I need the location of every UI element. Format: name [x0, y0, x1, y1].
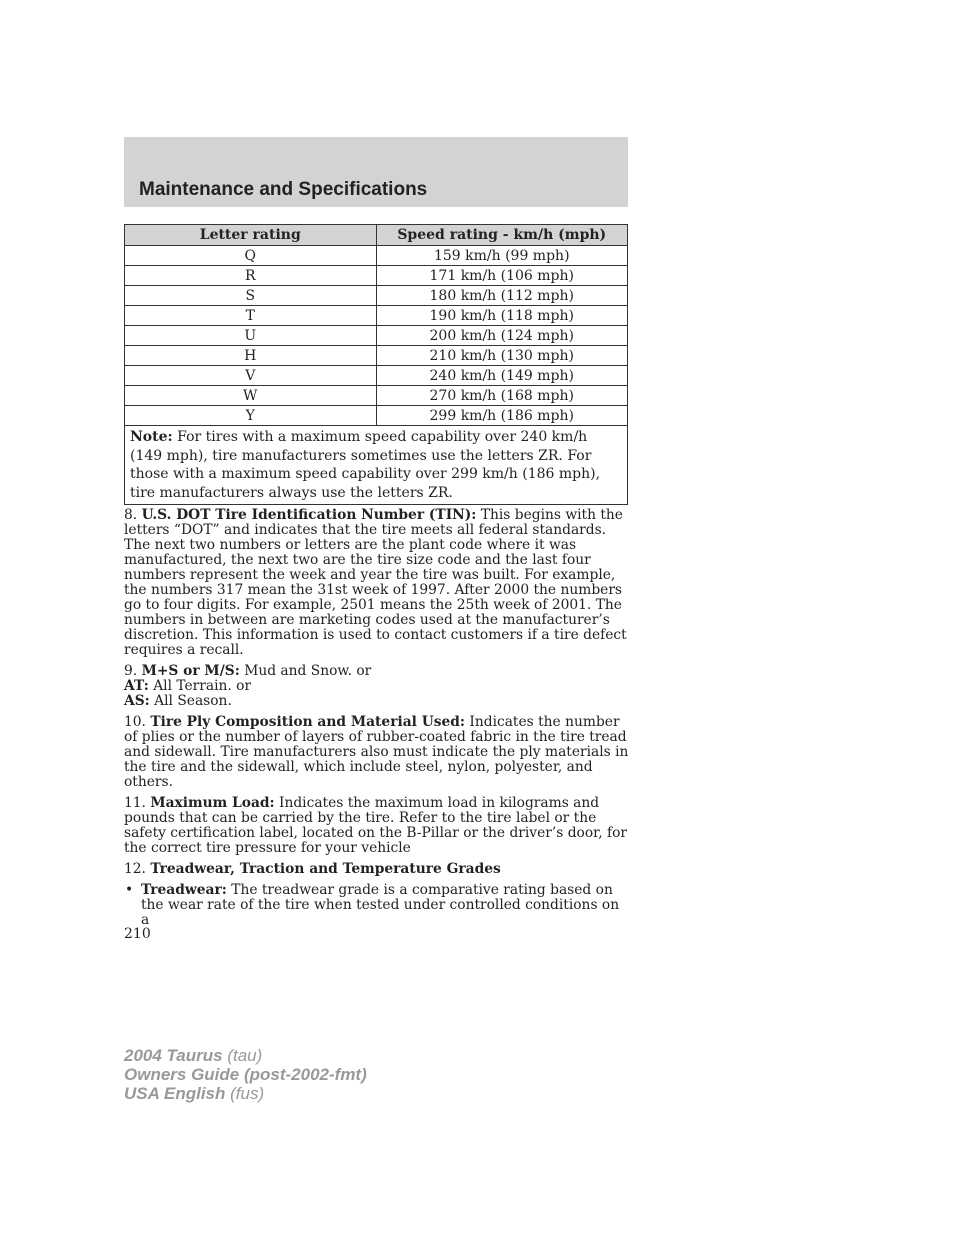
all-terrain-text: All Terrain. or — [148, 678, 252, 694]
bullet-label: Treadwear: — [141, 882, 227, 898]
section-title: Maintenance and Specifications — [139, 179, 428, 200]
footer-model: 2004 Taurus — [124, 1046, 223, 1065]
speed-cell: 171 km/h (106 mph) — [376, 266, 628, 286]
item-number: 11. — [124, 795, 151, 811]
speed-cell: 200 km/h (124 mph) — [376, 326, 628, 346]
table-note-row — [125, 426, 628, 505]
item-tin — [124, 508, 630, 658]
item-grades — [124, 862, 630, 877]
column-header-letter: Letter rating — [125, 225, 377, 246]
table-row — [125, 286, 628, 306]
speed-cell: 270 km/h (168 mph) — [376, 386, 628, 406]
table-note — [125, 426, 628, 505]
item-mud-snow — [124, 664, 630, 709]
footer-line-1 — [124, 1046, 367, 1065]
footer-language: USA English — [124, 1084, 226, 1103]
all-terrain-label: AT: — [124, 678, 149, 694]
item-number: 12. — [124, 861, 151, 877]
page-number: 210 — [124, 926, 151, 942]
item-label: Tire Ply Composition and Material Used: — [150, 714, 466, 730]
table-row — [125, 386, 628, 406]
item-label: U.S. DOT Tire Identification Number (TIN): — [141, 507, 477, 523]
section-header — [124, 137, 628, 207]
footer-line-2 — [124, 1065, 367, 1084]
item-number: 8. — [124, 507, 142, 523]
speed-cell: 299 km/h (186 mph) — [376, 406, 628, 426]
body-text — [124, 508, 630, 934]
table-row — [125, 266, 628, 286]
item-text: Mud and Snow. or — [239, 663, 372, 679]
speed-cell: 159 km/h (99 mph) — [376, 246, 628, 266]
footer-language-code: (fus) — [225, 1084, 265, 1103]
item-ply — [124, 715, 630, 790]
item-label: M+S or M/S: — [141, 663, 240, 679]
footer-guide: Owners Guide (post-2002-fmt) — [124, 1065, 367, 1084]
letter-cell: V — [125, 366, 377, 386]
all-season-label: AS: — [124, 693, 150, 709]
letter-cell: R — [125, 266, 377, 286]
item-number: 10. — [124, 714, 151, 730]
footer-model-code: (tau) — [222, 1046, 263, 1065]
item-text: Indicates the number of plies or the number of layers of rubber-coated fabric in the tire tread and sidewall. Tire manufacturers also must indicate the ply materials in the tire and the sidewall, which include steel, nylon, polyester, and others. — [124, 714, 629, 790]
footer — [124, 1046, 367, 1103]
item-label: Maximum Load: — [150, 795, 275, 811]
letter-cell: W — [125, 386, 377, 406]
table-row — [125, 406, 628, 426]
speed-cell: 180 km/h (112 mph) — [376, 286, 628, 306]
bullet-treadwear — [124, 883, 630, 928]
all-season-text: All Season. — [149, 693, 232, 709]
table-header-row — [125, 225, 628, 246]
table-row — [125, 346, 628, 366]
table-row — [125, 366, 628, 386]
table-row — [125, 326, 628, 346]
speed-cell: 240 km/h (149 mph) — [376, 366, 628, 386]
footer-line-3 — [124, 1084, 367, 1103]
speed-rating-table — [124, 224, 628, 505]
bullet-text: The treadwear grade is a comparative rating based on the wear rate of the tire when tested under controlled conditions on a — [141, 882, 620, 928]
item-label: Treadwear, Traction and Temperature Grades — [150, 861, 501, 877]
column-header-speed: Speed rating - km/h (mph) — [376, 225, 628, 246]
item-number: 9. — [124, 663, 142, 679]
note-text: For tires with a maximum speed capability over 240 km/h (149 mph), tire manufacturers sometimes use the letters ZR. For those with a maximum speed capability over 299 km/h (186 mph), tire manufacturers always use the letters ZR. — [130, 429, 601, 501]
item-text: This begins with the letters “DOT” and indicates that the tire meets all federal standards. The next two numbers or letters are the plant code where it was manufactured, the next two are the tire size code and the last four numbers represent the week and year the tire was built. For example, the numbers 317 mean the 31st week of 1997. After 2000 the numbers go to four digits. For example, 2501 means the 25th week of 2001. The numbers in between are marketing codes used at the manufacturer’s discretion. This information is used to contact customers if a tire defect requires a recall. — [124, 507, 627, 658]
item-max-load — [124, 796, 630, 856]
table-row — [125, 306, 628, 326]
speed-cell: 210 km/h (130 mph) — [376, 346, 628, 366]
letter-cell: T — [125, 306, 377, 326]
letter-cell: Q — [125, 246, 377, 266]
letter-cell: H — [125, 346, 377, 366]
item-text: Indicates the maximum load in kilograms and pounds that can be carried by the tire. Refer to the tire label or the safety certification label, located on the B-Pillar or the driver’s door, for the correct tire pressure for your vehicle — [124, 795, 628, 856]
letter-cell: Y — [125, 406, 377, 426]
note-label: Note: — [130, 429, 173, 445]
table-row — [125, 246, 628, 266]
bullet-icon: • — [125, 882, 134, 898]
letter-cell: U — [125, 326, 377, 346]
speed-cell: 190 km/h (118 mph) — [376, 306, 628, 326]
letter-cell: S — [125, 286, 377, 306]
